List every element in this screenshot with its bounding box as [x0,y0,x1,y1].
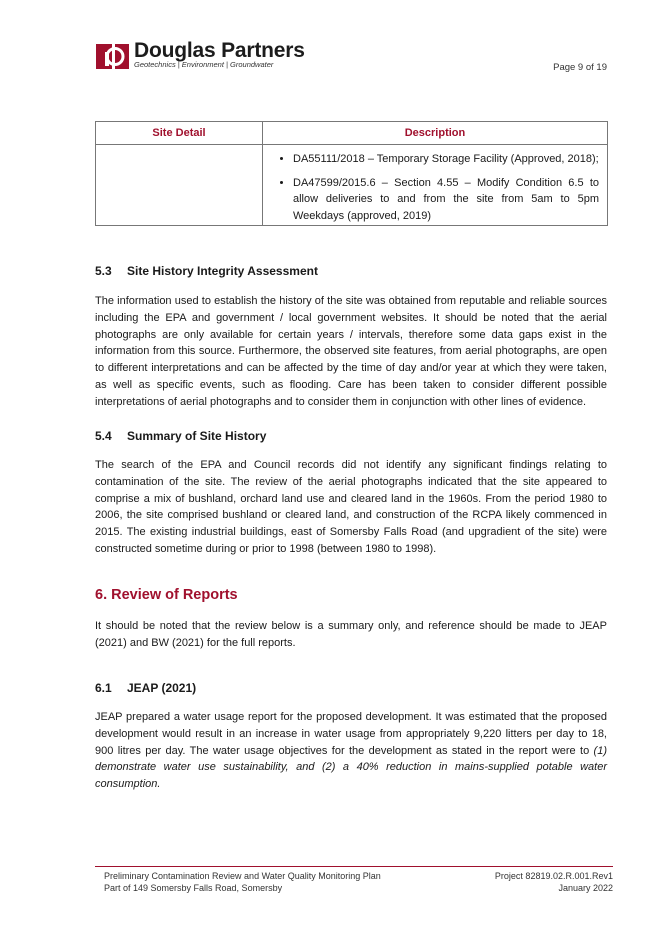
description-list [263,151,599,224]
section-title: Review of Reports [111,587,238,603]
section-title: Summary of Site History [127,429,267,443]
footer-right [495,871,613,894]
section-title: JEAP (2021) [127,681,197,695]
section-number: 6. [95,587,108,603]
company-tagline: Geotechnics | Environment | Groundwater [134,60,274,69]
page-number: Page 9 of 19 [553,62,607,73]
section-5-3-heading [95,264,318,278]
douglas-partners-logo-icon [96,42,130,70]
section-5-4-body: The search of the EPA and Council records did not identify any significant findings relating to contamination of the site. The review of the aerial photographs indicated that the site appeared to comprise a mix of bushland, orchard land use and cleared land in the 1960s. From the period 1980 to 2006, the site comprised bushland or cleared land, and construction of the RCPA likely commenced in 2015. The existing industrial buildings, east of Somersby Falls Road (and upgradient of the site) were constructed sometime during or prior to 1998 (between 1980 to 1998). [95,459,607,555]
site-detail-cell [96,145,263,226]
footer-divider [95,866,613,867]
site-address: Part of 149 Somersby Falls Road, Somersby [104,882,283,893]
list-item: • DA55111/2018 – Temporary Storage Facility (Approved, 2018); [293,151,599,168]
table-row [96,145,608,226]
table-header-row [96,122,608,145]
body-italic-text: (1) demonstrate water use sustainability, and (2) a 40% reduction in mains-supplied potable water consumption. [95,744,607,791]
list-item: • DA47599/2015.6 – Section 4.55 – Modify Condition 6.5 to allow deliveries to and from the site from 5am to 5pm Weekdays (approved, 2019) [293,175,599,225]
section-5-4-heading [95,429,266,443]
section-number: 5.4 [95,429,112,443]
section-6-body: It should be noted that the review below is a summary only, and reference should be made to JEAP (2021) and BW (2021) for the full reports. [95,620,607,649]
section-title: Site History Integrity Assessment [127,264,318,278]
report-title: Preliminary Contamination Review and Water Quality Monitoring Plan [104,871,381,881]
company-logo [96,39,316,72]
section-6-1-body [95,709,607,793]
column-header-description: Description [263,122,608,145]
report-date: January 2022 [558,882,613,893]
site-detail-table [95,121,608,226]
section-5-3-body: The information used to establish the history of the site was obtained from reputable and reliable sources including the EPA and government / local government websites. It should be noted that the aerial photographs are only available for certain years / intervals, therefore some data gaps exist in the information from this source. Furthermore, the observed site features, from aerial photographs, are open to different interpretations and can be affected by the time of day and/or year at which they were taken, as well as specific events, such as flooding. Care has been taken to consider different possible interpretations of aerial photographs and to consider them in conjunction with other lines of evidence. [95,295,607,408]
section-number: 6.1 [95,681,112,695]
section-number: 5.3 [95,264,112,278]
column-header-site-detail: Site Detail [96,122,263,145]
project-number: Project 82819.02.R.001.Rev1 [494,871,613,881]
footer-left [104,871,381,894]
section-6-1-heading [95,681,196,695]
section-6-heading [95,587,238,603]
description-cell [263,145,608,226]
body-text: JEAP prepared a water usage report for the proposed development. It was estimated that the proposed development would result in an increase in water usage from appropriately 9,220 litters per day to 18, 900 litres per day. The water usage objectives for the development as stated in the report were to [95,711,607,757]
company-name: Douglas Partners [134,39,305,62]
